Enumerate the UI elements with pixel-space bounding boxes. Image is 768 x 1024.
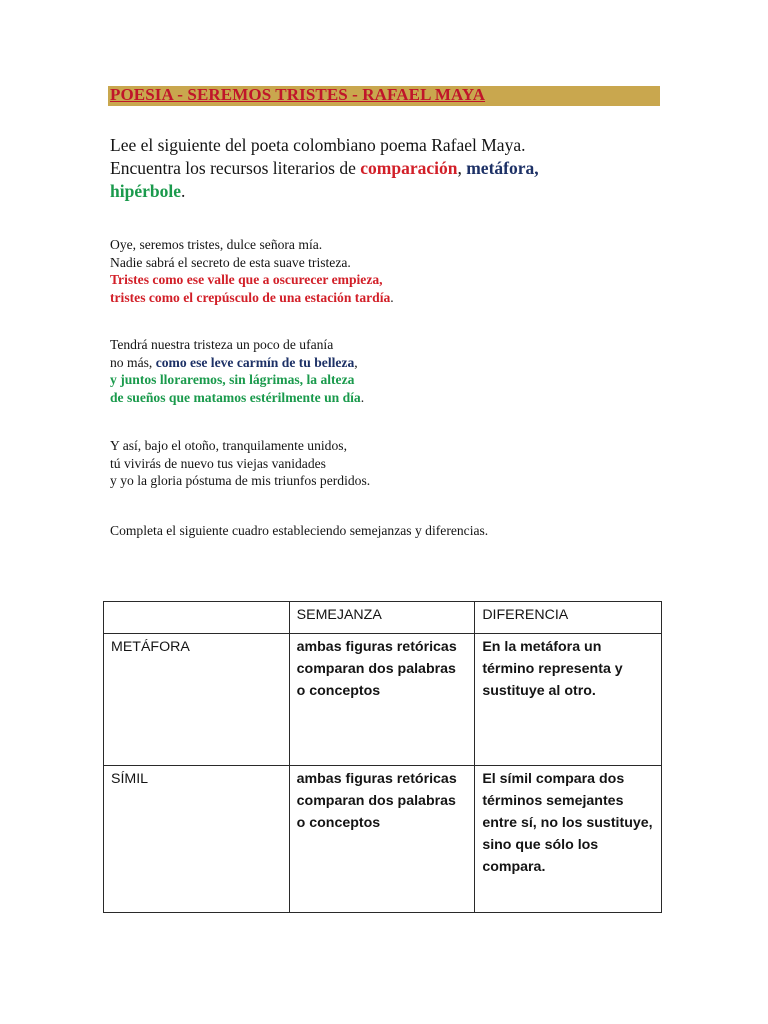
comparison-table [103, 601, 662, 913]
poem-line: tú vivirás de nuevo tus viejas vanidades [110, 455, 326, 471]
cell-semejanza: ambas figuras retóricas comparan dos palabras o conceptos [289, 766, 475, 913]
poem-line-prefix: no más, [110, 354, 156, 370]
poem-line: Tendrá nuestra tristeza un poco de ufanía [110, 337, 334, 352]
poem-line-hiperbole [110, 389, 670, 407]
poem-line-hiperbole: y juntos lloraremos, sin lágrimas, la alteza [110, 372, 355, 387]
table-header-cell [104, 602, 290, 634]
poem-line: Y así, bajo el otoño, tranquilamente unidos, [110, 438, 347, 453]
document-title: POESIA - SEREMOS TRISTES - RAFAEL MAYA [110, 85, 486, 104]
cell-diferencia: En la metáfora un término representa y sustituye al otro. [475, 634, 662, 766]
table-row [104, 766, 662, 913]
poem-stanza-2 [110, 336, 670, 406]
table-row [104, 634, 662, 766]
intro-paragraph [110, 134, 670, 203]
poem-line: y yo la gloria póstuma de mis triunfos perdidos. [110, 473, 371, 488]
poem-stanza-3 [110, 437, 670, 490]
poem-line-text: tristes como el crepúsculo de una estación tardía [110, 289, 391, 305]
poem-line-end: . [390, 289, 394, 305]
poem-stanza-1 [110, 236, 670, 306]
poem-line-comparacion [110, 289, 670, 307]
poem-line: Nadie sabrá el secreto de esta suave tristeza. [110, 254, 351, 270]
poem-line-end: , [354, 354, 358, 370]
keyword-metafora: metáfora, [466, 158, 539, 178]
poem-line-metafora [110, 354, 670, 372]
poem-line-comparacion: Tristes como ese valle que a oscurecer empieza, [110, 272, 383, 287]
table-header-row [104, 602, 662, 634]
row-label-metafora: METÁFORA [104, 634, 290, 766]
table-header-diferencia: DIFERENCIA [475, 602, 662, 634]
instruction-text: Completa el siguiente cuadro estableciendo semejanzas y diferencias. [110, 523, 489, 538]
keyword-comparacion: comparación [360, 158, 458, 178]
cell-semejanza: ambas figuras retóricas comparan dos palabras o conceptos [289, 634, 475, 766]
intro-line-2 [110, 157, 670, 180]
row-label-simil: SÍMIL [104, 766, 290, 913]
poem-line-text: como ese leve carmín de tu belleza [155, 354, 355, 370]
intro-line-1: Lee el siguiente del poeta colombiano poema Rafael Maya. [110, 135, 526, 155]
poem-line: Oye, seremos tristes, dulce señora mía. [110, 237, 323, 252]
intro-end-period: . [180, 181, 186, 201]
table-header-semejanza: SEMEJANZA [289, 602, 475, 634]
poem-line-end: . [360, 389, 365, 405]
keyword-hiperbole: hipérbole [110, 181, 181, 201]
intro-line-2-prefix: Encuentra los recursos literarios de [110, 158, 361, 178]
intro-line-3 [110, 180, 670, 203]
intro-separator: , [457, 158, 467, 178]
cell-diferencia: El símil compara dos términos semejantes entre sí, no los sustituye, sino que sólo los compara. [475, 766, 662, 913]
poem-line-text: de sueños que matamos estérilmente un día [110, 389, 361, 405]
